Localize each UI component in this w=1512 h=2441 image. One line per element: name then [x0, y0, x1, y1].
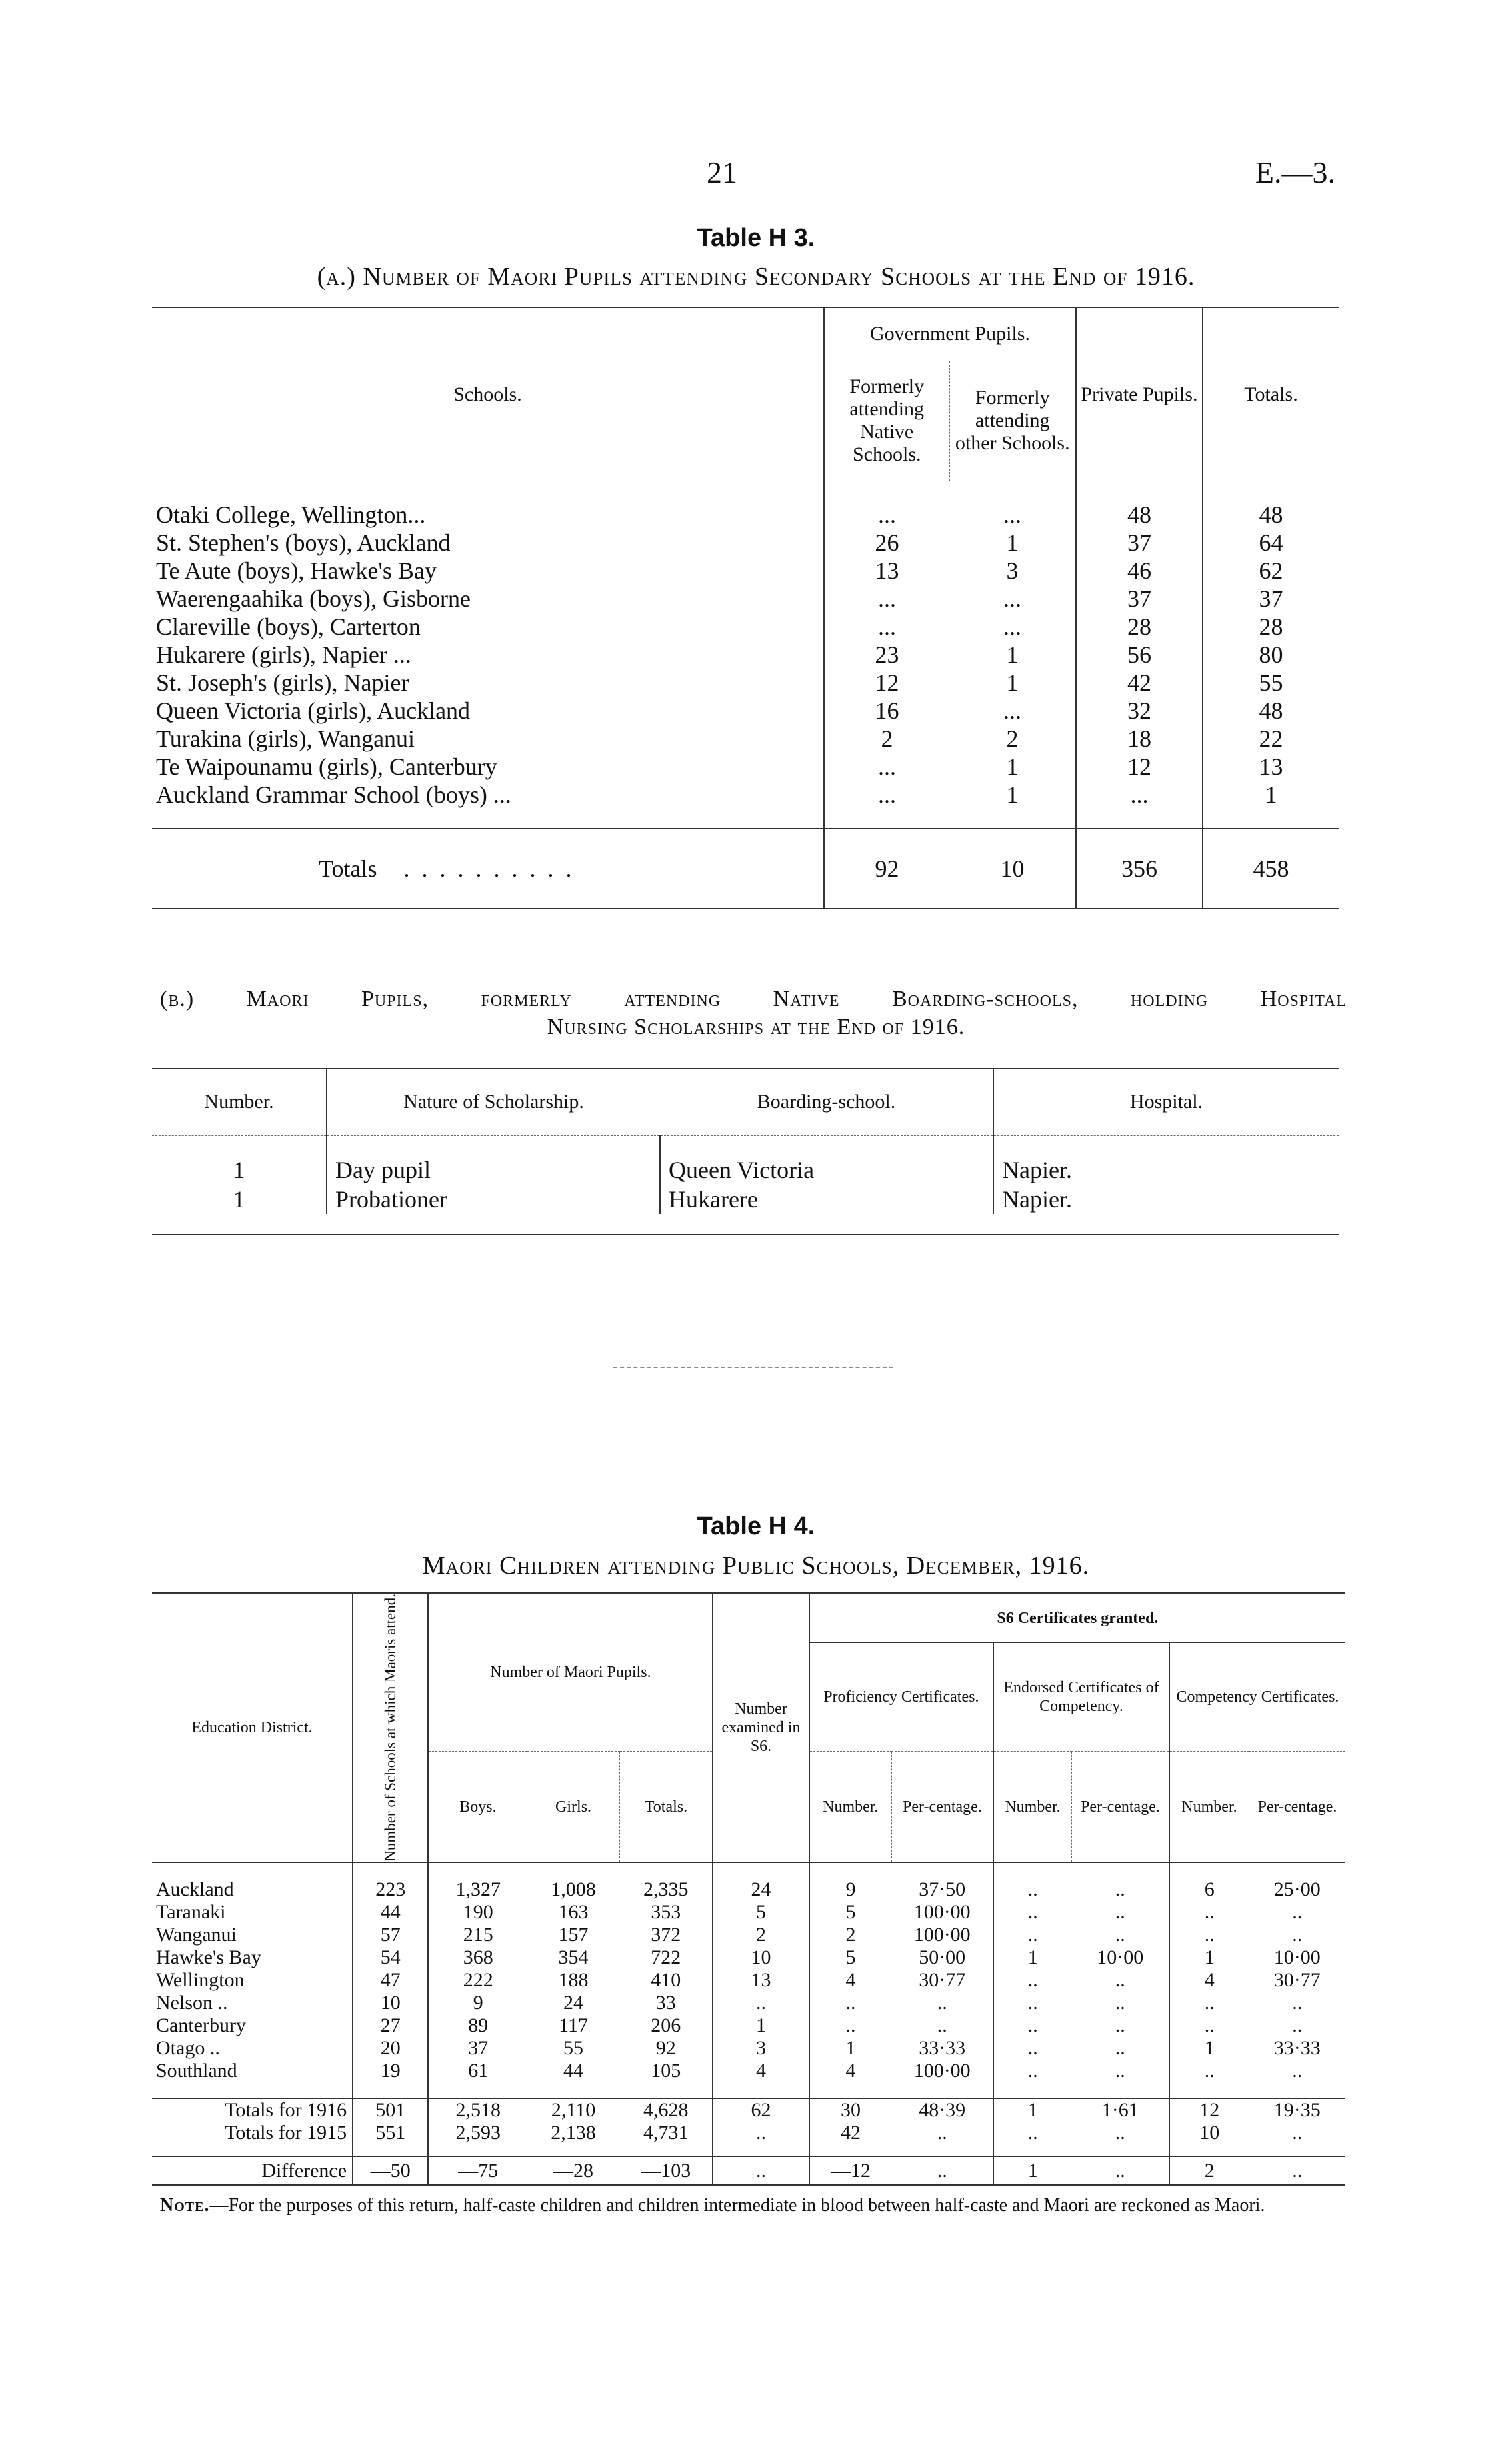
part-b-title-1: (b.) Maori Pupils, formerly attending Native Boarding-schools, holding Hospital	[160, 987, 1347, 1011]
cell-end-n: ..	[993, 1924, 1072, 1946]
cell-schools: 44	[353, 1901, 428, 1924]
private-count: 42	[1076, 669, 1203, 697]
district-name: Totals for 1916	[225, 2098, 347, 2121]
cell-comp-p: ..	[1292, 1991, 1303, 2014]
cell-comp-n: ..	[1169, 2060, 1249, 2082]
other-count: 3	[1006, 557, 1019, 584]
cell-end-p: ..	[1115, 1968, 1125, 1991]
cell-examined: ..	[713, 2156, 809, 2186]
totals-label: Totals ..........	[319, 855, 584, 882]
header-prof-percentage: Per-centage.	[891, 1752, 993, 1862]
cell-prof-p: ..	[937, 2014, 947, 2036]
cell-comp-p: 10·00	[1273, 1946, 1321, 1968]
table-row	[152, 585, 1339, 613]
table-row	[152, 2060, 1345, 2082]
cell-schools: 223	[353, 1878, 428, 1901]
cell-comp-p: ..	[1292, 1900, 1303, 1923]
cell-end-p: ..	[1115, 1923, 1125, 1946]
total-count: 13	[1203, 753, 1339, 781]
cell-boys: 89	[428, 2014, 527, 2037]
header-num-schools: Number of Schools at which Maoris attend.	[353, 1593, 428, 1862]
cell-end-n: 1	[993, 1946, 1072, 1969]
cell-comp-n: 12	[1169, 2098, 1249, 2122]
table-h3-title: (a.) Number of Maori Pupils attending Secondary Schools at the End of 1916.	[317, 263, 1195, 291]
cell-prof-n: 4	[809, 2060, 892, 2082]
cell-end-p: ..	[1115, 1878, 1125, 1900]
cell-prof-p: 100·00	[913, 2059, 971, 2082]
cell-end-n: ..	[993, 1969, 1072, 1992]
other-count: ...	[1003, 585, 1021, 612]
cell-prof-p: 37·50	[919, 1878, 966, 1900]
cell-prof-n: 2	[809, 1924, 892, 1946]
scholarship-number: 1	[233, 1157, 245, 1183]
cell-boys: 190	[428, 1901, 527, 1924]
cell-comp-n: 2	[1169, 2156, 1249, 2186]
district-name: Wanganui	[156, 1923, 237, 1946]
table-row	[152, 1992, 1345, 2014]
header-girls: Girls.	[527, 1752, 619, 1862]
school-name: Waerengaahika (boys), Gisborne	[156, 585, 471, 612]
table-h3-body	[152, 481, 1339, 829]
cell-end-p: 10·00	[1097, 1946, 1144, 1968]
cell-end-p: ..	[1115, 2159, 1125, 2182]
district-name: Hawke's Bay	[156, 1946, 261, 1968]
total-count: 22	[1203, 725, 1339, 753]
cell-total: 105	[651, 2059, 681, 2082]
total-count: 55	[1203, 669, 1339, 697]
table-row	[152, 781, 1339, 809]
table-h3	[152, 307, 1339, 909]
table-row	[152, 1924, 1345, 1946]
cell-girls: 157	[558, 1923, 589, 1946]
header-native: Formerly attending Native Schools.	[824, 361, 949, 481]
part-b-title-2: Nursing Scholarships at the End of 1916.	[547, 1015, 965, 1039]
cell-prof-n: 5	[809, 1901, 892, 1924]
header-end-percentage: Per-centage.	[1072, 1752, 1169, 1862]
native-count: 12	[824, 669, 949, 697]
cell-schools: 47	[353, 1969, 428, 1992]
table-part-b	[152, 1068, 1339, 1235]
cell-examined: 62	[713, 2098, 809, 2122]
table-row	[152, 1901, 1345, 1924]
cell-comp-n: 6	[1169, 1878, 1249, 1901]
cell-comp-p: ..	[1292, 1923, 1303, 1946]
private-count: 46	[1076, 557, 1203, 585]
cell-schools: 57	[353, 1924, 428, 1946]
cell-boys: 2,593	[428, 2122, 527, 2144]
cell-boys: 2,518	[428, 2098, 527, 2122]
cell-prof-p: ..	[937, 2159, 947, 2182]
native-count: 16	[824, 697, 949, 725]
cell-prof-n: 9	[809, 1878, 892, 1901]
other-count: 2	[1006, 725, 1019, 752]
school-name: St. Stephen's (boys), Auckland	[156, 529, 451, 556]
cell-total: —103	[641, 2159, 691, 2182]
table-h3-label: Table H 3.	[697, 224, 815, 252]
header-government: Government Pupils.	[824, 307, 1076, 361]
table-row	[152, 1946, 1345, 1969]
total-count: 48	[1203, 697, 1339, 725]
cell-comp-p: ..	[1292, 2121, 1303, 2144]
header-totals: Totals.	[1203, 307, 1339, 481]
total-count: 62	[1203, 557, 1339, 585]
table-row	[152, 1969, 1345, 1992]
header-comp-percentage: Per-centage.	[1249, 1752, 1345, 1862]
cell-total: 410	[651, 1968, 681, 1991]
table-row	[152, 669, 1339, 697]
native-count: 2	[824, 725, 949, 753]
note	[160, 2194, 1347, 2218]
table-row	[152, 2122, 1345, 2144]
header-boys: Boys.	[428, 1752, 527, 1862]
cell-prof-p: 100·00	[913, 1900, 971, 1923]
cell-end-n: 1	[993, 2156, 1072, 2186]
table-row	[152, 557, 1339, 585]
header-competency: Competency Certificates.	[1169, 1643, 1345, 1752]
table-row	[152, 501, 1339, 529]
header-maori-pupils: Number of Maori Pupils.	[428, 1593, 713, 1752]
cell-prof-n: 5	[809, 1946, 892, 1969]
other-count: 1	[1006, 669, 1019, 696]
total-grand: 458	[1203, 829, 1339, 909]
cell-prof-n: 30	[809, 2098, 892, 2122]
district-name: Totals for 1915	[225, 2121, 347, 2144]
cell-comp-p: 30·77	[1273, 1968, 1321, 1991]
header-pupil-totals: Totals.	[619, 1752, 713, 1862]
cell-total: 92	[655, 2036, 676, 2059]
cell-boys: 222	[428, 1969, 527, 1992]
native-count: ...	[824, 781, 949, 809]
total-count: 37	[1203, 585, 1339, 613]
cell-end-n: ..	[993, 1901, 1072, 1924]
private-count: 48	[1076, 501, 1203, 529]
school-name: Auckland Grammar School (boys) ...	[156, 781, 511, 808]
cell-examined: 4	[713, 2060, 809, 2082]
private-count: 12	[1076, 753, 1203, 781]
cell-examined: 10	[713, 1946, 809, 1969]
private-count: 18	[1076, 725, 1203, 753]
table-h4-label: Table H 4.	[697, 1512, 815, 1540]
total-count: 80	[1203, 641, 1339, 669]
total-private: 356	[1076, 829, 1203, 909]
header-other: Formerly attending other Schools.	[949, 361, 1076, 481]
cell-total: 722	[651, 1946, 681, 1968]
other-count: 1	[1006, 781, 1019, 808]
cell-end-n: ..	[993, 1992, 1072, 2014]
cell-examined: 5	[713, 1901, 809, 1924]
cell-prof-p: ..	[937, 1991, 947, 2014]
scholarship-nature: Day pupil	[327, 1155, 660, 1185]
total-native: 92	[824, 829, 949, 909]
table-h4	[152, 1592, 1345, 2186]
private-count: 56	[1076, 641, 1203, 669]
table-row	[152, 725, 1339, 753]
school-name: Te Aute (boys), Hawke's Bay	[156, 557, 437, 584]
cell-girls: 117	[559, 2014, 588, 2036]
cell-end-p: ..	[1115, 2059, 1125, 2082]
cell-schools: 54	[353, 1946, 428, 1969]
private-count: 37	[1076, 585, 1203, 613]
cell-comp-p: 19·35	[1273, 2098, 1321, 2121]
page-header	[0, 155, 1512, 201]
cell-boys: 9	[428, 1992, 527, 2014]
header-s6: S6 Certificates granted.	[809, 1593, 1345, 1643]
cell-total: 353	[651, 1900, 681, 1923]
other-count: 1	[1006, 753, 1019, 780]
table-part-b-body	[152, 1135, 1339, 1214]
hospital-name: Napier.	[993, 1185, 1339, 1214]
cell-girls: 188	[558, 1968, 589, 1991]
cell-schools: —50	[353, 2156, 428, 2186]
cell-schools: 551	[353, 2122, 428, 2144]
table-row	[152, 529, 1339, 557]
cell-comp-p: 33·33	[1273, 2036, 1321, 2059]
cell-girls: —28	[553, 2159, 594, 2182]
cell-prof-p: 48·39	[919, 2098, 966, 2121]
cell-schools: 19	[353, 2060, 428, 2082]
cell-comp-n: ..	[1169, 1924, 1249, 1946]
school-name: Te Waipounamu (girls), Canterbury	[156, 753, 497, 780]
district-name: Nelson ..	[156, 1991, 228, 2014]
cell-girls: 2,138	[551, 2121, 596, 2144]
page-code: E.—3.	[1255, 155, 1335, 189]
private-count: 28	[1076, 613, 1203, 641]
district-name: Difference	[261, 2159, 347, 2182]
scholarship-number: 1	[233, 1186, 245, 1213]
native-count: ...	[824, 501, 949, 529]
total-count: 64	[1203, 529, 1339, 557]
total-other: 10	[1000, 855, 1025, 882]
other-count: ...	[1003, 613, 1021, 640]
cell-comp-n: ..	[1169, 2014, 1249, 2037]
cell-prof-p: 100·00	[913, 1923, 971, 1946]
separator	[613, 1367, 893, 1368]
district-name: Canterbury	[156, 2014, 246, 2036]
header-comp-number: Number.	[1169, 1752, 1249, 1862]
table-row	[152, 697, 1339, 725]
cell-comp-p: ..	[1292, 2159, 1303, 2182]
header-district: Education District.	[191, 1718, 313, 1736]
private-count: 37	[1076, 529, 1203, 557]
district-name: Auckland	[156, 1878, 234, 1900]
cell-total: 33	[655, 1991, 676, 2014]
cell-girls: 354	[558, 1946, 589, 1968]
hospital-name: Napier.	[993, 1155, 1339, 1185]
cell-end-n: 1	[993, 2098, 1072, 2122]
other-count: 1	[1006, 529, 1019, 556]
cell-comp-n: ..	[1169, 1992, 1249, 2014]
cell-total: 206	[651, 2014, 681, 2036]
cell-prof-n: —12	[809, 2156, 892, 2186]
cell-end-n: ..	[993, 2060, 1072, 2082]
native-count: 23	[824, 641, 949, 669]
cell-boys: 61	[428, 2060, 527, 2082]
private-count: ...	[1076, 781, 1203, 809]
cell-total: 2,335	[643, 1878, 689, 1900]
header-end-number: Number.	[993, 1752, 1072, 1862]
cell-end-p: ..	[1115, 1900, 1125, 1923]
cell-boys: 215	[428, 1924, 527, 1946]
cell-schools: 501	[353, 2098, 428, 2122]
school-name: Otaki College, Wellington...	[156, 501, 426, 528]
table-row	[152, 753, 1339, 781]
cell-comp-n: ..	[1169, 1901, 1249, 1924]
table-row	[152, 1878, 1345, 1901]
cell-examined: ..	[713, 2122, 809, 2144]
total-count: 28	[1203, 613, 1339, 641]
table-row	[152, 613, 1339, 641]
table-row	[152, 1155, 1339, 1185]
school-name: Clareville (boys), Carterton	[156, 613, 421, 640]
header-nature: Nature of Scholarship.	[327, 1069, 660, 1135]
cell-comp-p: ..	[1292, 2059, 1303, 2082]
cell-end-n: ..	[993, 2037, 1072, 2060]
cell-boys: —75	[428, 2156, 527, 2186]
other-count: 1	[1006, 641, 1019, 668]
school-name: Turakina (girls), Wanganui	[156, 725, 415, 752]
boarding-school: Hukarere	[660, 1185, 993, 1214]
header-boarding: Boarding-school.	[757, 1091, 896, 1113]
total-count: 1	[1203, 781, 1339, 809]
table-h3-totals-row	[152, 829, 1339, 909]
district-name: Taranaki	[156, 1900, 226, 1923]
school-name: Queen Victoria (girls), Auckland	[156, 697, 471, 724]
native-count: ...	[824, 753, 949, 781]
header-schools: Schools.	[453, 383, 522, 405]
cell-schools: 27	[353, 2014, 428, 2037]
header-private: Private Pupils.	[1076, 307, 1203, 481]
table-row	[152, 2156, 1345, 2186]
cell-schools: 20	[353, 2037, 428, 2060]
cell-boys: 368	[428, 1946, 527, 1969]
native-count: ...	[824, 585, 949, 613]
table-row	[152, 2037, 1345, 2060]
header-endorsed: Endorsed Certificates of Competency.	[993, 1643, 1169, 1752]
cell-prof-p: 30·77	[919, 1968, 966, 1991]
cell-girls: 44	[563, 2059, 584, 2082]
header-examined: Number examined in S6.	[713, 1593, 809, 1862]
cell-comp-n: 10	[1169, 2122, 1249, 2144]
cell-end-n: ..	[993, 1878, 1072, 1901]
cell-boys: 37	[428, 2037, 527, 2060]
header-proficiency: Proficiency Certificates.	[809, 1643, 993, 1752]
cell-end-n: ..	[993, 2122, 1072, 2144]
native-count: 26	[824, 529, 949, 557]
table-row	[152, 2014, 1345, 2037]
cell-examined: 1	[713, 2014, 809, 2037]
cell-end-n: ..	[993, 2014, 1072, 2037]
cell-prof-n: 4	[809, 1969, 892, 1992]
cell-prof-n: 42	[809, 2122, 892, 2144]
cell-total: 372	[651, 1923, 681, 1946]
cell-prof-p: 33·33	[919, 2036, 966, 2059]
cell-girls: 24	[563, 1991, 584, 2014]
note-label: Note.	[160, 2195, 210, 2216]
cell-prof-p: ..	[937, 2121, 947, 2144]
page-number: 21	[707, 155, 737, 189]
other-count: ...	[1003, 501, 1021, 528]
private-count: 32	[1076, 697, 1203, 725]
cell-examined: 3	[713, 2037, 809, 2060]
cell-prof-n: ..	[809, 1992, 892, 2014]
cell-prof-n: ..	[809, 2014, 892, 2037]
header-prof-number: Number.	[809, 1752, 892, 1862]
cell-total: 4,731	[643, 2121, 689, 2144]
note-text: —For the purposes of this return, half-caste children and children intermediate in blood between half-caste and Maori are reckoned as Maori.	[209, 2195, 1265, 2216]
cell-examined: 13	[713, 1969, 809, 1992]
cell-boys: 1,327	[428, 1878, 527, 1901]
cell-end-p: ..	[1115, 2014, 1125, 2036]
cell-girls: 55	[563, 2036, 584, 2059]
header-number: Number.	[204, 1091, 274, 1113]
table-h4-totals	[152, 2098, 1345, 2186]
table-row	[152, 2098, 1345, 2122]
scholarship-nature: Probationer	[327, 1185, 660, 1214]
cell-girls: 1,008	[551, 1878, 596, 1900]
other-count: ...	[1003, 697, 1021, 724]
table-h4-body	[152, 1862, 1345, 2098]
cell-end-p: ..	[1115, 2121, 1125, 2144]
total-count: 48	[1203, 501, 1339, 529]
cell-comp-p: ..	[1292, 2014, 1303, 2036]
cell-total: 4,628	[643, 2098, 689, 2121]
native-count: ...	[824, 613, 949, 641]
cell-girls: 2,110	[551, 2098, 596, 2121]
cell-prof-p: 50·00	[919, 1946, 966, 1968]
district-name: Otago ..	[156, 2036, 220, 2059]
cell-comp-n: 4	[1169, 1969, 1249, 1992]
district-name: Southland	[156, 2059, 237, 2082]
cell-comp-n: 1	[1169, 2037, 1249, 2060]
cell-comp-n: 1	[1169, 1946, 1249, 1969]
school-name: Hukarere (girls), Napier ...	[156, 641, 411, 668]
cell-end-p: ..	[1115, 1991, 1125, 2014]
school-name: St. Joseph's (girls), Napier	[156, 669, 409, 696]
cell-end-p: 1·61	[1101, 2098, 1139, 2121]
table-h4-title: Maori Children attending Public Schools, December, 1916.	[422, 1552, 1090, 1580]
cell-prof-n: 1	[809, 2037, 892, 2060]
header-hospital: Hospital.	[993, 1069, 1339, 1135]
cell-schools: 10	[353, 1992, 428, 2014]
table-row	[152, 1185, 1339, 1214]
cell-comp-p: 25·00	[1273, 1878, 1321, 1900]
cell-end-p: ..	[1115, 2036, 1125, 2059]
cell-examined: 2	[713, 1924, 809, 1946]
cell-examined: ..	[713, 1992, 809, 2014]
boarding-school: Queen Victoria	[660, 1155, 993, 1185]
native-count: 13	[824, 557, 949, 585]
table-row	[152, 641, 1339, 669]
cell-examined: 24	[713, 1878, 809, 1901]
district-name: Wellington	[156, 1968, 245, 1991]
cell-girls: 163	[558, 1900, 589, 1923]
